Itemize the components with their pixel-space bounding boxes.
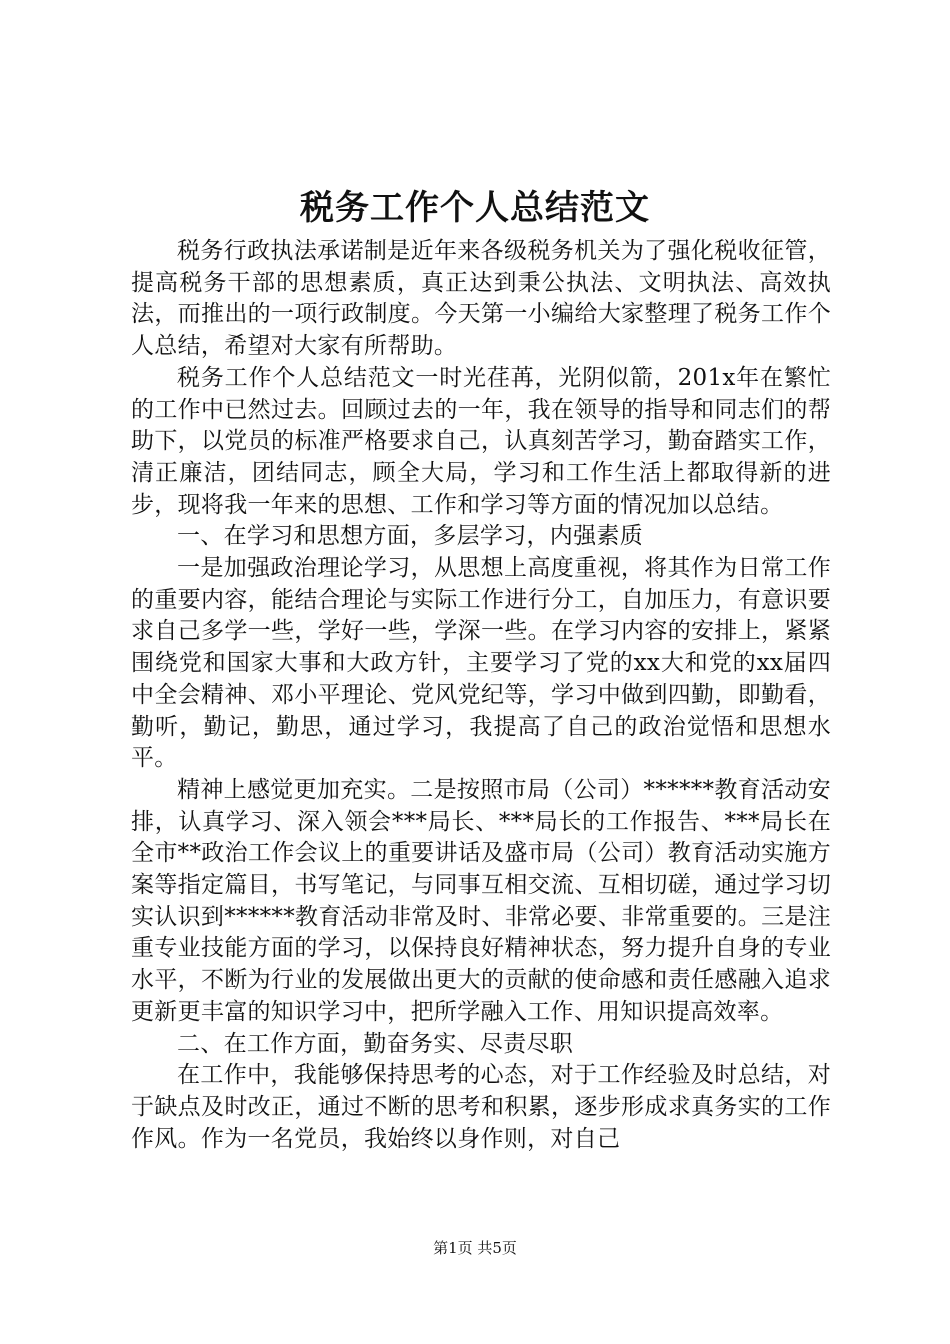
paragraph-summary-opening: 税务工作个人总结范文一时光荏苒，光阴似箭，201x年在繁忙的工作中已然过去。回顾过去的一年，我在领导的指导和同志们的帮助下，以党员的标准严格要求自己，认真刻苦学习，勤奋踏实工作，清正廉洁，团结同志，顾全大局，学习和工作生活上都取得新的进步，现将我一年来的思想、工作和学习等方面的情况加以总结。 bbox=[131, 364, 831, 518]
document-title: 税务工作个人总结范文 bbox=[300, 188, 650, 228]
paragraph-spirit-education: 精神上感觉更加充实。二是按照市局（公司）******教育活动安排，认真学习、深入领会***局长、***局长的工作报告、***局长在全市**政治工作会议上的重要讲话及盛市局（公司）教育活动实施方案等指定篇目，书写笔记，与同事互相交流、互相切磋，通过学习切实认识到******教育活动非常及时、非常必要、非常重要的。三是注重专业技能方面的学习，以保持良好精神状态，努力提升自身的专业水平，不断为行业的发展做出更大的贡献的使命感和责任感融入追求更新更丰富的知识学习中，把所学融入工作、用知识提高效率。 bbox=[131, 776, 831, 1025]
document-body bbox=[131, 236, 831, 1155]
paragraph-theory-study: 一是加强政治理论学习，从思想上高度重视，将其作为日常工作的重要内容，能结合理论与实际工作进行分工，自加压力，有意识要求自己多学一些，学好一些，学深一些。在学习内容的安排上，紧紧围绕党和国家大事和大政方针，主要学习了党的xx大和党的xx届四中全会精神、邓小平理论、党风党纪等，学习中做到四勤，即勤看，勤听，勤记，勤思，通过学习，我提高了自己的政治觉悟和思想水平。 bbox=[131, 555, 831, 772]
section-heading-work: 二、在工作方面，勤奋务实、尽责尽职 bbox=[177, 1030, 574, 1057]
page-number-footer: 第1页 共5页 bbox=[433, 1239, 517, 1257]
paragraph-work-attitude: 在工作中，我能够保持思考的心态，对于工作经验及时总结，对于缺点及时改正，通过不断的思考和积累，逐步形成求真务实的工作作风。作为一名党员，我始终以身作则，对自己 bbox=[131, 1062, 831, 1152]
paragraph-intro: 税务行政执法承诺制是近年来各级税务机关为了强化税收征管，提高税务干部的思想素质，真正达到秉公执法、文明执法、高效执法，而推出的一项行政制度。今天第一小编给大家整理了税务工作个人总结，希望对大家有所帮助。 bbox=[131, 238, 831, 360]
section-heading-study: 一、在学习和思想方面，多层学习，内强素质 bbox=[177, 523, 643, 550]
